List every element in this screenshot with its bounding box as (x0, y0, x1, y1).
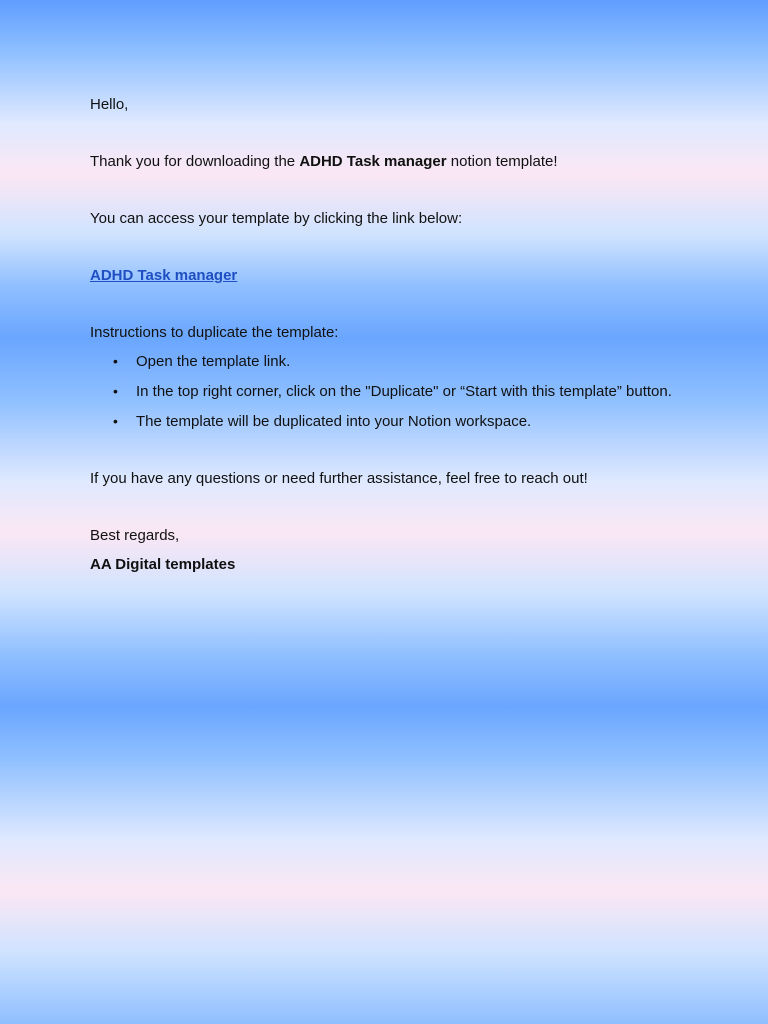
intro-paragraph (90, 151, 700, 172)
template-link[interactable]: ADHD Task manager (90, 267, 238, 284)
instruction-text: Open the template link. (136, 353, 291, 370)
instruction-text: In the top right corner, click on the "Duplicate" or “Start with this template” button. (136, 383, 672, 400)
signoff-text: Best regards, (90, 527, 180, 544)
bullet-icon: • (113, 353, 118, 369)
product-name: ADHD Task manager (299, 153, 447, 170)
document-content (90, 94, 700, 575)
intro-before-text: Thank you for downloading the (90, 153, 300, 170)
intro-after-text: notion template! (446, 153, 558, 170)
instruction-item-1 (90, 351, 700, 372)
instruction-item-3 (90, 411, 700, 432)
instructions-list (90, 351, 700, 432)
instructions-title: Instructions to duplicate the template: (90, 324, 339, 341)
bullet-icon: • (113, 413, 118, 429)
template-link-line (90, 265, 700, 286)
signature-text: AA Digital templates (90, 556, 236, 573)
instruction-item-2 (90, 381, 700, 402)
bullet-icon: • (113, 383, 118, 399)
instruction-text: The template will be duplicated into your Notion workspace. (136, 413, 532, 430)
help-text: If you have any questions or need further assistance, feel free to reach out! (90, 470, 588, 487)
greeting-text: Hello, (90, 96, 129, 113)
access-text: You can access your template by clicking the link below: (90, 210, 463, 227)
